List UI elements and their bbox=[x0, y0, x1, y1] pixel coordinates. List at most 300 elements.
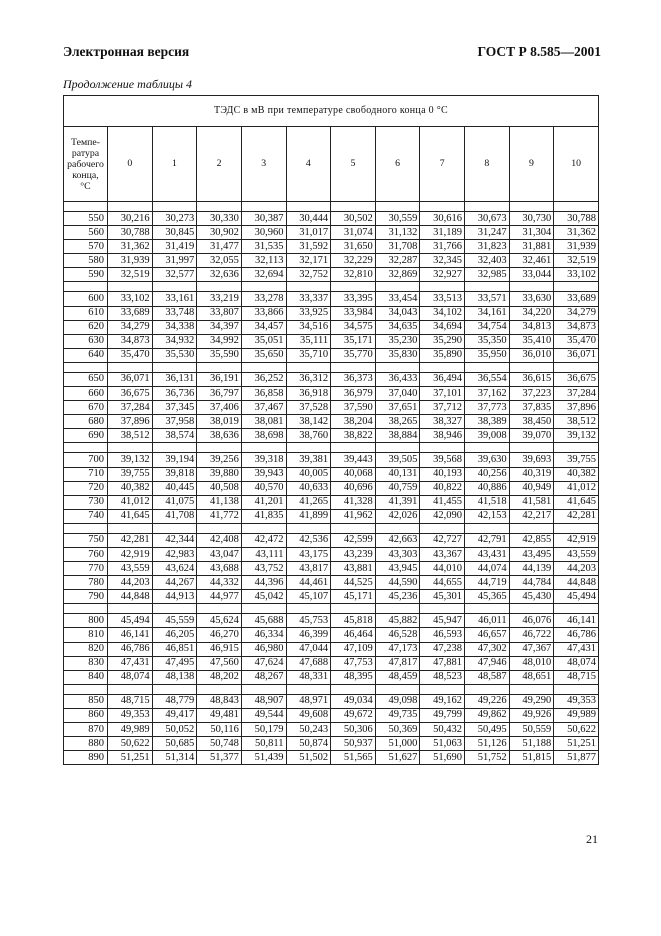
emf-value-cell: 30,788 bbox=[554, 212, 599, 226]
emf-value-cell: 44,203 bbox=[108, 576, 153, 590]
table-row bbox=[64, 387, 599, 401]
emf-value-cell: 40,445 bbox=[152, 481, 197, 495]
table-row bbox=[64, 212, 599, 226]
empty-cell bbox=[241, 282, 286, 292]
emf-value-cell: 46,141 bbox=[108, 628, 153, 642]
emf-value-cell: 50,811 bbox=[241, 737, 286, 751]
empty-cell bbox=[509, 282, 554, 292]
emf-value-cell: 39,880 bbox=[197, 467, 242, 481]
emf-value-cell: 35,590 bbox=[197, 348, 242, 362]
emf-value-cell: 39,693 bbox=[509, 453, 554, 467]
emf-value-cell: 33,454 bbox=[375, 292, 420, 306]
emf-value-cell: 35,890 bbox=[420, 348, 465, 362]
table-row bbox=[64, 751, 599, 765]
emf-value-cell: 49,034 bbox=[331, 694, 376, 708]
emf-value-cell: 44,525 bbox=[331, 576, 376, 590]
emf-value-cell: 32,403 bbox=[465, 254, 510, 268]
emf-value-cell: 33,571 bbox=[465, 292, 510, 306]
empty-cell bbox=[465, 202, 510, 212]
temperature-cell: 780 bbox=[64, 576, 108, 590]
emf-value-cell: 49,672 bbox=[331, 708, 376, 722]
emf-value-cell: 46,464 bbox=[331, 628, 376, 642]
emf-value-cell: 31,881 bbox=[509, 240, 554, 254]
emf-value-cell: 35,830 bbox=[375, 348, 420, 362]
emf-value-cell: 44,461 bbox=[286, 576, 331, 590]
emf-value-cell: 33,219 bbox=[197, 292, 242, 306]
table-continuation-caption: Продолжение таблицы 4 bbox=[63, 77, 193, 91]
emf-value-cell: 41,645 bbox=[108, 509, 153, 523]
column-header-7: 7 bbox=[420, 127, 465, 202]
emf-value-cell: 49,862 bbox=[465, 708, 510, 722]
emf-value-cell: 32,171 bbox=[286, 254, 331, 268]
empty-cell bbox=[554, 282, 599, 292]
emf-value-cell: 31,132 bbox=[375, 226, 420, 240]
table-row bbox=[64, 694, 599, 708]
emf-value-cell: 38,512 bbox=[108, 429, 153, 443]
emf-value-cell: 31,189 bbox=[420, 226, 465, 240]
emf-value-cell: 47,302 bbox=[465, 642, 510, 656]
emf-value-cell: 48,971 bbox=[286, 694, 331, 708]
emf-value-cell: 42,281 bbox=[108, 533, 153, 547]
column-header-2: 2 bbox=[197, 127, 242, 202]
emf-value-cell: 36,554 bbox=[465, 372, 510, 386]
group-separator-row bbox=[64, 523, 599, 533]
emf-value-cell: 40,131 bbox=[375, 467, 420, 481]
temperature-cell: 640 bbox=[64, 348, 108, 362]
emf-value-cell: 44,848 bbox=[108, 590, 153, 604]
emf-value-cell: 31,708 bbox=[375, 240, 420, 254]
column-header-4: 4 bbox=[286, 127, 331, 202]
table-row bbox=[64, 656, 599, 670]
table-row bbox=[64, 533, 599, 547]
emf-value-cell: 38,327 bbox=[420, 415, 465, 429]
emf-value-cell: 34,873 bbox=[554, 320, 599, 334]
emf-value-cell: 51,314 bbox=[152, 751, 197, 765]
empty-cell bbox=[509, 362, 554, 372]
emf-value-cell: 37,896 bbox=[108, 415, 153, 429]
group-separator-row bbox=[64, 604, 599, 614]
empty-cell bbox=[375, 604, 420, 614]
column-header-3: 3 bbox=[241, 127, 286, 202]
emf-value-cell: 51,188 bbox=[509, 737, 554, 751]
emf-value-cell: 42,536 bbox=[286, 533, 331, 547]
emf-value-cell: 43,495 bbox=[509, 547, 554, 561]
temperature-cell: 840 bbox=[64, 670, 108, 684]
emf-value-cell: 49,353 bbox=[554, 694, 599, 708]
temperature-cell: 850 bbox=[64, 694, 108, 708]
emf-value-cell: 51,063 bbox=[420, 737, 465, 751]
emf-value-cell: 35,350 bbox=[465, 334, 510, 348]
empty-cell bbox=[64, 282, 108, 292]
emf-value-cell: 39,256 bbox=[197, 453, 242, 467]
temperature-cell: 720 bbox=[64, 481, 108, 495]
emf-value-cell: 41,138 bbox=[197, 495, 242, 509]
table-row bbox=[64, 415, 599, 429]
emf-value-cell: 37,773 bbox=[465, 401, 510, 415]
column-header-8: 8 bbox=[465, 127, 510, 202]
table-row bbox=[64, 268, 599, 282]
emf-value-cell: 36,433 bbox=[375, 372, 420, 386]
emf-value-cell: 39,443 bbox=[331, 453, 376, 467]
table-row bbox=[64, 708, 599, 722]
column-header-0: 0 bbox=[108, 127, 153, 202]
emf-value-cell: 34,161 bbox=[465, 306, 510, 320]
temperature-cell: 550 bbox=[64, 212, 108, 226]
emf-value-cell: 34,992 bbox=[197, 334, 242, 348]
emf-value-cell: 39,070 bbox=[509, 429, 554, 443]
table-row bbox=[64, 547, 599, 561]
emf-value-cell: 51,815 bbox=[509, 751, 554, 765]
emf-value-cell: 45,559 bbox=[152, 614, 197, 628]
emf-value-cell: 31,939 bbox=[108, 254, 153, 268]
emf-value-cell: 30,273 bbox=[152, 212, 197, 226]
emf-value-cell: 44,203 bbox=[554, 562, 599, 576]
emf-value-cell: 46,786 bbox=[554, 628, 599, 642]
emf-value-cell: 38,574 bbox=[152, 429, 197, 443]
emf-value-cell: 42,344 bbox=[152, 533, 197, 547]
emf-value-cell: 34,338 bbox=[152, 320, 197, 334]
emf-value-cell: 37,284 bbox=[554, 387, 599, 401]
emf-value-cell: 41,962 bbox=[331, 509, 376, 523]
emf-value-cell: 36,131 bbox=[152, 372, 197, 386]
emf-value-cell: 42,919 bbox=[554, 533, 599, 547]
table-row bbox=[64, 254, 599, 268]
emf-value-cell: 35,650 bbox=[241, 348, 286, 362]
empty-cell bbox=[108, 523, 153, 533]
emf-value-cell: 47,817 bbox=[375, 656, 420, 670]
column-header-10: 10 bbox=[554, 127, 599, 202]
emf-value-cell: 39,381 bbox=[286, 453, 331, 467]
emf-value-cell: 46,980 bbox=[241, 642, 286, 656]
emf-value-cell: 38,698 bbox=[241, 429, 286, 443]
emf-value-cell: 37,958 bbox=[152, 415, 197, 429]
page-number: 21 bbox=[586, 832, 598, 846]
emf-value-cell: 48,074 bbox=[554, 656, 599, 670]
emf-value-cell: 36,797 bbox=[197, 387, 242, 401]
emf-value-cell: 40,696 bbox=[331, 481, 376, 495]
emf-value-cell: 39,132 bbox=[108, 453, 153, 467]
empty-cell bbox=[509, 523, 554, 533]
table-row bbox=[64, 642, 599, 656]
emf-value-cell: 41,835 bbox=[241, 509, 286, 523]
empty-cell bbox=[64, 443, 108, 453]
empty-cell bbox=[554, 684, 599, 694]
empty-cell bbox=[509, 604, 554, 614]
temperature-cell: 600 bbox=[64, 292, 108, 306]
emf-value-cell: 50,685 bbox=[152, 737, 197, 751]
emf-value-cell: 35,410 bbox=[509, 334, 554, 348]
emf-value-cell: 31,304 bbox=[509, 226, 554, 240]
empty-cell bbox=[241, 443, 286, 453]
empty-cell bbox=[465, 362, 510, 372]
emf-value-cell: 45,430 bbox=[509, 590, 554, 604]
emf-value-cell: 45,171 bbox=[331, 590, 376, 604]
emf-value-cell: 38,822 bbox=[331, 429, 376, 443]
emf-value-cell: 32,519 bbox=[554, 254, 599, 268]
emf-value-cell: 46,657 bbox=[465, 628, 510, 642]
group-separator-row bbox=[64, 282, 599, 292]
empty-cell bbox=[465, 604, 510, 614]
emf-value-cell: 49,417 bbox=[152, 708, 197, 722]
emf-value-cell: 42,919 bbox=[108, 547, 153, 561]
empty-cell bbox=[554, 202, 599, 212]
emf-value-cell: 48,587 bbox=[465, 670, 510, 684]
emf-value-cell: 38,636 bbox=[197, 429, 242, 443]
temperature-cell: 820 bbox=[64, 642, 108, 656]
emf-value-cell: 30,788 bbox=[108, 226, 153, 240]
temperature-cell: 730 bbox=[64, 495, 108, 509]
emf-value-cell: 37,406 bbox=[197, 401, 242, 415]
emf-value-cell: 34,932 bbox=[152, 334, 197, 348]
emf-value-cell: 33,807 bbox=[197, 306, 242, 320]
empty-cell bbox=[286, 684, 331, 694]
emf-value-cell: 36,979 bbox=[331, 387, 376, 401]
emf-value-cell: 33,102 bbox=[108, 292, 153, 306]
table-row bbox=[64, 240, 599, 254]
emf-value-cell: 42,472 bbox=[241, 533, 286, 547]
empty-cell bbox=[197, 362, 242, 372]
emf-value-cell: 33,513 bbox=[420, 292, 465, 306]
emf-value-cell: 43,047 bbox=[197, 547, 242, 561]
emf-value-cell: 44,267 bbox=[152, 576, 197, 590]
emf-value-cell: 38,946 bbox=[420, 429, 465, 443]
temperature-cell: 570 bbox=[64, 240, 108, 254]
table-row bbox=[64, 481, 599, 495]
emf-value-cell: 50,432 bbox=[420, 723, 465, 737]
emf-value-cell: 37,528 bbox=[286, 401, 331, 415]
emf-value-cell: 49,544 bbox=[241, 708, 286, 722]
emf-value-cell: 39,008 bbox=[465, 429, 510, 443]
temperature-cell: 610 bbox=[64, 306, 108, 320]
emf-value-cell: 49,608 bbox=[286, 708, 331, 722]
emf-value-cell: 36,494 bbox=[420, 372, 465, 386]
emf-value-cell: 32,229 bbox=[331, 254, 376, 268]
emf-value-cell: 50,622 bbox=[108, 737, 153, 751]
emf-value-cell: 43,688 bbox=[197, 562, 242, 576]
emf-value-cell: 35,710 bbox=[286, 348, 331, 362]
empty-cell bbox=[64, 362, 108, 372]
empty-cell bbox=[152, 684, 197, 694]
emf-value-cell: 51,439 bbox=[241, 751, 286, 765]
emf-value-cell: 45,494 bbox=[108, 614, 153, 628]
emf-value-cell: 49,989 bbox=[108, 723, 153, 737]
emf-value-cell: 44,655 bbox=[420, 576, 465, 590]
empty-cell bbox=[375, 684, 420, 694]
emf-value-cell: 46,334 bbox=[241, 628, 286, 642]
emf-value-cell: 46,141 bbox=[554, 614, 599, 628]
emf-value-cell: 41,012 bbox=[108, 495, 153, 509]
emf-value-cell: 35,051 bbox=[241, 334, 286, 348]
emf-value-cell: 37,101 bbox=[420, 387, 465, 401]
temperature-cell: 770 bbox=[64, 562, 108, 576]
emf-value-cell: 44,719 bbox=[465, 576, 510, 590]
emf-value-cell: 42,217 bbox=[509, 509, 554, 523]
table-row bbox=[64, 590, 599, 604]
temperature-cell: 790 bbox=[64, 590, 108, 604]
empty-cell bbox=[420, 202, 465, 212]
emf-value-cell: 48,074 bbox=[108, 670, 153, 684]
emf-value-cell: 43,175 bbox=[286, 547, 331, 561]
column-header-6: 6 bbox=[375, 127, 420, 202]
emf-value-cell: 36,010 bbox=[509, 348, 554, 362]
emf-value-cell: 32,636 bbox=[197, 268, 242, 282]
empty-cell bbox=[286, 282, 331, 292]
emf-value-cell: 47,946 bbox=[465, 656, 510, 670]
empty-cell bbox=[331, 202, 376, 212]
empty-cell bbox=[197, 282, 242, 292]
thermo-emf-table bbox=[63, 95, 599, 765]
emf-value-cell: 32,694 bbox=[241, 268, 286, 282]
emf-value-cell: 48,907 bbox=[241, 694, 286, 708]
emf-value-cell: 35,470 bbox=[108, 348, 153, 362]
emf-value-cell: 49,799 bbox=[420, 708, 465, 722]
emf-value-cell: 43,111 bbox=[241, 547, 286, 561]
empty-cell bbox=[331, 362, 376, 372]
empty-cell bbox=[241, 202, 286, 212]
emf-value-cell: 32,055 bbox=[197, 254, 242, 268]
emf-value-cell: 34,754 bbox=[465, 320, 510, 334]
emf-value-cell: 34,397 bbox=[197, 320, 242, 334]
emf-value-cell: 46,722 bbox=[509, 628, 554, 642]
empty-cell bbox=[152, 362, 197, 372]
emf-value-cell: 51,627 bbox=[375, 751, 420, 765]
emf-value-cell: 44,848 bbox=[554, 576, 599, 590]
emf-value-cell: 48,331 bbox=[286, 670, 331, 684]
emf-value-cell: 48,267 bbox=[241, 670, 286, 684]
emf-value-cell: 31,592 bbox=[286, 240, 331, 254]
emf-value-cell: 35,470 bbox=[554, 334, 599, 348]
emf-value-cell: 39,630 bbox=[465, 453, 510, 467]
emf-value-cell: 49,926 bbox=[509, 708, 554, 722]
emf-value-cell: 49,481 bbox=[197, 708, 242, 722]
emf-value-cell: 41,708 bbox=[152, 509, 197, 523]
emf-value-cell: 41,518 bbox=[465, 495, 510, 509]
emf-value-cell: 39,318 bbox=[241, 453, 286, 467]
emf-value-cell: 32,752 bbox=[286, 268, 331, 282]
emf-value-cell: 47,044 bbox=[286, 642, 331, 656]
table-row bbox=[64, 614, 599, 628]
emf-value-cell: 32,927 bbox=[420, 268, 465, 282]
empty-cell bbox=[420, 443, 465, 453]
header-standard-code: ГОСТ Р 8.585—2001 bbox=[477, 44, 601, 59]
emf-value-cell: 47,431 bbox=[554, 642, 599, 656]
emf-value-cell: 36,071 bbox=[554, 348, 599, 362]
emf-value-cell: 31,362 bbox=[108, 240, 153, 254]
emf-value-cell: 40,949 bbox=[509, 481, 554, 495]
temperature-cell: 590 bbox=[64, 268, 108, 282]
emf-value-cell: 40,256 bbox=[465, 467, 510, 481]
emf-value-cell: 42,983 bbox=[152, 547, 197, 561]
emf-value-cell: 37,284 bbox=[108, 401, 153, 415]
emf-value-cell: 39,568 bbox=[420, 453, 465, 467]
column-header-1: 1 bbox=[152, 127, 197, 202]
emf-value-cell: 47,431 bbox=[108, 656, 153, 670]
empty-cell bbox=[286, 604, 331, 614]
emf-value-cell: 35,290 bbox=[420, 334, 465, 348]
emf-value-cell: 45,624 bbox=[197, 614, 242, 628]
emf-value-cell: 46,851 bbox=[152, 642, 197, 656]
emf-value-cell: 42,663 bbox=[375, 533, 420, 547]
column-header-5: 5 bbox=[331, 127, 376, 202]
empty-cell bbox=[286, 362, 331, 372]
emf-value-cell: 48,779 bbox=[152, 694, 197, 708]
emf-value-cell: 39,755 bbox=[108, 467, 153, 481]
empty-cell bbox=[375, 362, 420, 372]
emf-value-cell: 47,495 bbox=[152, 656, 197, 670]
emf-value-cell: 38,450 bbox=[509, 415, 554, 429]
emf-value-cell: 51,000 bbox=[375, 737, 420, 751]
empty-cell bbox=[554, 362, 599, 372]
emf-value-cell: 49,989 bbox=[554, 708, 599, 722]
emf-value-cell: 43,881 bbox=[331, 562, 376, 576]
emf-value-cell: 34,279 bbox=[554, 306, 599, 320]
emf-value-cell: 30,559 bbox=[375, 212, 420, 226]
empty-cell bbox=[108, 282, 153, 292]
empty-cell bbox=[152, 523, 197, 533]
table-row bbox=[64, 628, 599, 642]
emf-value-cell: 43,239 bbox=[331, 547, 376, 561]
table-row bbox=[64, 737, 599, 751]
emf-value-cell: 41,075 bbox=[152, 495, 197, 509]
emf-value-cell: 36,071 bbox=[108, 372, 153, 386]
table-row bbox=[64, 292, 599, 306]
table-row bbox=[64, 723, 599, 737]
emf-value-cell: 30,616 bbox=[420, 212, 465, 226]
column-header-9: 9 bbox=[509, 127, 554, 202]
emf-value-cell: 41,455 bbox=[420, 495, 465, 509]
emf-value-cell: 47,109 bbox=[331, 642, 376, 656]
emf-value-cell: 41,645 bbox=[554, 495, 599, 509]
emf-value-cell: 41,201 bbox=[241, 495, 286, 509]
emf-value-cell: 44,977 bbox=[197, 590, 242, 604]
emf-value-cell: 45,818 bbox=[331, 614, 376, 628]
emf-value-cell: 51,565 bbox=[331, 751, 376, 765]
emf-value-cell: 41,012 bbox=[554, 481, 599, 495]
empty-cell bbox=[331, 443, 376, 453]
emf-value-cell: 48,459 bbox=[375, 670, 420, 684]
emf-value-cell: 45,301 bbox=[420, 590, 465, 604]
table-row bbox=[64, 453, 599, 467]
emf-value-cell: 36,252 bbox=[241, 372, 286, 386]
temperature-cell: 620 bbox=[64, 320, 108, 334]
emf-value-cell: 43,945 bbox=[375, 562, 420, 576]
empty-cell bbox=[152, 443, 197, 453]
emf-value-cell: 49,353 bbox=[108, 708, 153, 722]
temperature-cell: 750 bbox=[64, 533, 108, 547]
table-row bbox=[64, 348, 599, 362]
emf-value-cell: 37,223 bbox=[509, 387, 554, 401]
emf-value-cell: 40,886 bbox=[465, 481, 510, 495]
emf-value-cell: 34,635 bbox=[375, 320, 420, 334]
emf-value-cell: 37,345 bbox=[152, 401, 197, 415]
emf-value-cell: 39,132 bbox=[554, 429, 599, 443]
emf-value-cell: 47,173 bbox=[375, 642, 420, 656]
emf-value-cell: 51,251 bbox=[554, 737, 599, 751]
emf-value-cell: 32,985 bbox=[465, 268, 510, 282]
table-row bbox=[64, 306, 599, 320]
empty-cell bbox=[554, 523, 599, 533]
emf-value-cell: 47,367 bbox=[509, 642, 554, 656]
temperature-cell: 710 bbox=[64, 467, 108, 481]
empty-cell bbox=[509, 684, 554, 694]
emf-value-cell: 31,477 bbox=[197, 240, 242, 254]
emf-value-cell: 36,918 bbox=[286, 387, 331, 401]
emf-value-cell: 46,399 bbox=[286, 628, 331, 642]
emf-value-cell: 44,074 bbox=[465, 562, 510, 576]
group-separator-row bbox=[64, 684, 599, 694]
temperature-cell: 890 bbox=[64, 751, 108, 765]
emf-value-cell: 39,755 bbox=[554, 453, 599, 467]
